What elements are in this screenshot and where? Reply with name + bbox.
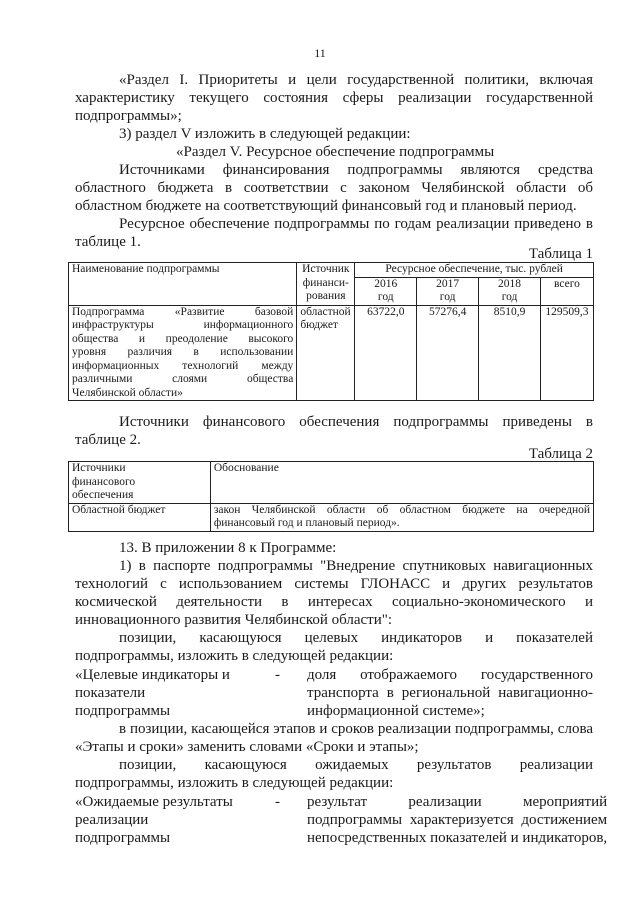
row-source: областной бюджет (297, 305, 355, 401)
text-line: позиции, касающуюся ожидаемых результатов реализации (119, 757, 593, 773)
value-total: 129509,3 (540, 305, 593, 401)
text-line: таблице 1. (75, 234, 141, 250)
text-line: подпрограммы»; (75, 108, 182, 124)
table-row (69, 503, 594, 531)
expected-results-block: «Ожидаемые результаты реализации подпрограммы - результат реализации мероприятий подпрограммы характеризуется достижением непосредственных показателей и индикаторов, (75, 794, 608, 846)
header-year: 2017 год (417, 277, 479, 305)
text-line: областном бюджете на соответствующий финансовый год и плановый период. (75, 198, 577, 214)
header-year: 2018 год (479, 277, 541, 305)
header-sources: Источники финансового обеспечения (69, 462, 211, 504)
text-line: технологий с использованием системы ГЛОНАСС и других результатов (75, 576, 593, 592)
header-basis: Обоснование (210, 462, 593, 504)
section-title: «Раздел V. Ресурсное обеспечение подпрограммы (176, 144, 495, 160)
item-13: 13. В приложении 8 к Программе: (119, 540, 337, 556)
value-2018: 8510,9 (479, 305, 541, 401)
header-resources: Ресурсное обеспечение, тыс. рублей (355, 263, 594, 278)
header-source: Источник финанси- рования (297, 263, 355, 306)
row-name: Подпрограмма «Развитие базовой инфраструктуры информационного общества и преодоление высокого уровня различия в использовании информационных технологий между различными слоями общества Челябинской области» (69, 305, 297, 401)
row-basis: закон Челябинской области об областном бюджете на очередной финансовый год и плановый период». (210, 503, 593, 531)
text-line: в позиции, касающейся этапов и сроков реализации подпрограммы, слова (119, 721, 593, 737)
text-line: космической деятельности в интересах социально-экономического и (75, 594, 593, 610)
item-3: 3) раздел V изложить в следующей редакции: (119, 126, 411, 142)
text-line: позиции, касающуюся целевых индикаторов и показателей (119, 630, 593, 646)
text-line: Источниками финансирования подпрограммы являются средства (119, 162, 593, 178)
text-line: Ресурсное обеспечение подпрограммы по годам реализации приведено в (119, 216, 593, 232)
text-line: областного бюджета в соответствии с законом Челябинской области об (75, 180, 593, 196)
text-line: подпрограммы, изложить в следующей редакции: (75, 648, 394, 664)
header-total: всего (540, 277, 593, 305)
text-line: «Раздел I. Приоритеты и цели государственной политики, включая (119, 72, 593, 88)
text-line: Источники финансового обеспечения подпрограммы приведены в (119, 414, 593, 430)
value-2017: 57276,4 (417, 305, 479, 401)
table-2-caption: Таблица 2 (528, 446, 593, 462)
header-name: Наименование подпрограммы (69, 263, 297, 306)
header-year: 2016 год (355, 277, 417, 305)
text-line: «Этапы и сроки» заменить словами «Сроки и этапы»; (75, 739, 419, 755)
text-line: инновационного развития Челябинской области": (75, 612, 393, 628)
text-line: 1) в паспорте подпрограммы "Внедрение спутниковых навигационных (119, 558, 593, 574)
indicators-block: «Целевые индикаторы и показатели подпрограммы - доля отображаемого государственного транспорта в региональной навигационно- информационной системе»; (75, 667, 593, 719)
text-line: таблице 2. (75, 432, 141, 448)
text-line: характеристику текущего состояния сферы реализации государственной (75, 90, 593, 106)
table-row (69, 305, 594, 401)
page-number: 11 (314, 46, 326, 60)
table-1 (68, 262, 594, 401)
table-1-caption: Таблица 1 (528, 246, 593, 262)
value-2016: 63722,0 (355, 305, 417, 401)
row-source: Областной бюджет (69, 503, 211, 531)
table-2 (68, 461, 594, 532)
text-line: подпрограммы, изложить в следующей редакции: (75, 775, 394, 791)
